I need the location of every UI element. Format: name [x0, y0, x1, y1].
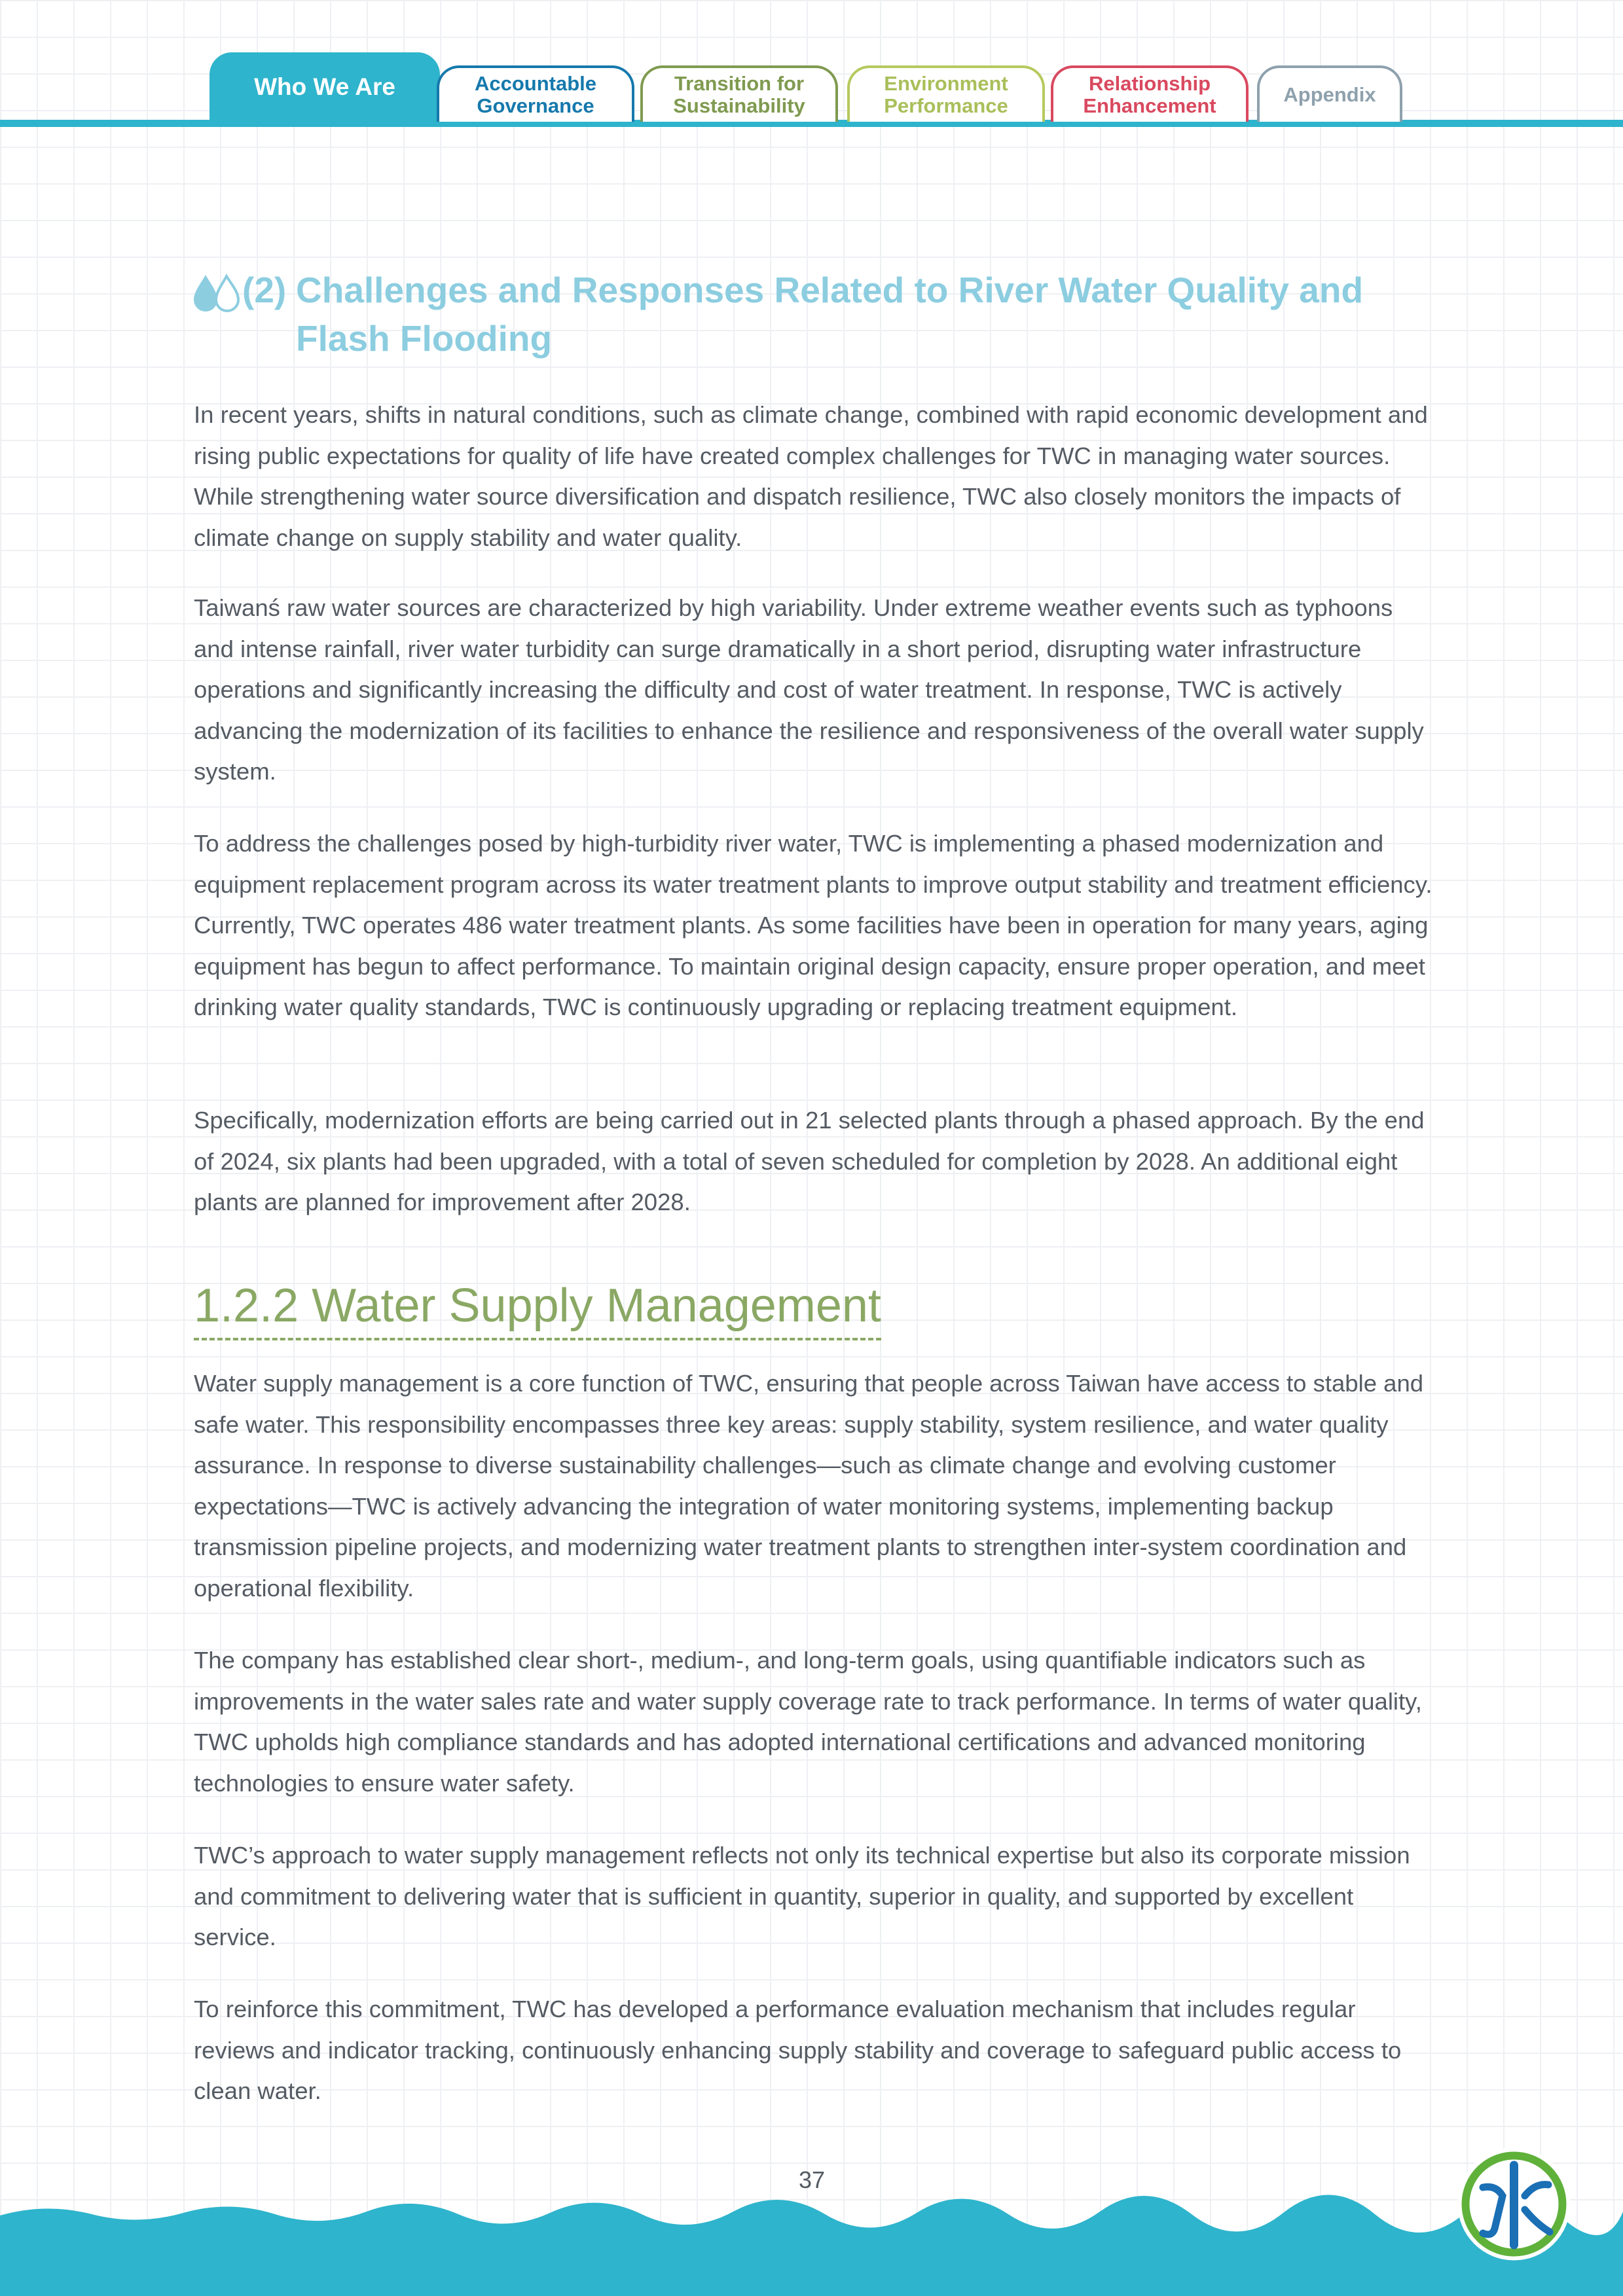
- body-paragraph: The company has established clear short-, medium-, and long-term goals, using quantifiable indicators such as improvements in the water sales rate and water supply coverage rate to track performance. In terms of water quality, TWC upholds high compliance standards and has adopted international certifications and advanced monitoring technologies to ensure water safety.: [194, 1647, 1422, 1797]
- subsection-number: (2): [242, 270, 287, 310]
- tab-transition-for-sustainability[interactable]: [640, 65, 838, 122]
- body-paragraph: Water supply management is a core function of TWC, ensuring that people across Taiwan have access to stable and safe water. This responsibility encompasses three key areas: supply stability, system resilience, and water quality assurance. In response to diverse sustainability challenges—such as climate change and evolving customer expectations—TWC is actively advancing the integration of water monitoring systems, implementing backup transmission pipeline projects, and modernizing water treatment plants to strengthen inter-system coordination and operational flexibility.: [194, 1370, 1424, 1602]
- tab-label-line2: Sustainability: [673, 94, 805, 117]
- body-paragraph: TWC’s approach to water supply management reflects not only its technical expertise but also its corporate mission and commitment to delivering water that is sufficient in quantity, superior in quality, and supported by excellent service.: [194, 1842, 1410, 1950]
- tab-label-line1: Transition for: [674, 72, 805, 95]
- water-drops-icon: [191, 271, 242, 317]
- body-paragraph: To reinforce this commitment, TWC has developed a performance evaluation mechanism that includes regular reviews and indicator tracking, continuously enhancing supply stability and coverage to safeguard public access to clean water.: [194, 1996, 1402, 2104]
- page-number: 37: [798, 2166, 826, 2193]
- twc-logo-icon: [1457, 2147, 1571, 2261]
- tab-appendix-label: Appendix: [1283, 83, 1376, 106]
- section-heading: 1.2.2 Water Supply Management: [194, 1276, 881, 1340]
- tab-label-line1: Relationship: [1088, 72, 1211, 95]
- tab-accountable-governance[interactable]: [437, 65, 634, 122]
- body-paragraph: In recent years, shifts in natural conditions, such as climate change, combined with rapid economic development and rising public expectations for quality of life have created complex challenges for TWC in managing water sources. While strengthening water source diversification and dispatch resilience, TWC also closely monitors the impacts of climate change on supply stability and water quality.: [194, 401, 1428, 551]
- tab-label-line1: Environment: [884, 72, 1008, 95]
- tab-relationship-enhancement[interactable]: [1051, 65, 1249, 122]
- body-paragraph: Specifically, modernization efforts are being carried out in 21 selected plants through a phased approach. By the end of 2024, six plants had been upgraded, with a total of seven scheduled for completion by 2028. An additional eight plants are planned for improvement after 2028.: [194, 1107, 1425, 1215]
- subsection-heading: [191, 266, 1435, 363]
- tab-label-line1: Accountable: [474, 72, 597, 95]
- tab-label-line2: Enhancement: [1083, 94, 1216, 117]
- tab-label-line2: Performance: [884, 94, 1008, 117]
- body-paragraph: Taiwanś raw water sources are characterized by high variability. Under extreme weather events such as typhoons and intense rainfall, river water turbidity can surge dramatically in a short period, disrupting water infrastructure operations and significantly increasing the difficulty and cost of water treatment. In response, TWC is actively advancing the modernization of its facilities to enhance the resilience and responsiveness of the overall water supply system.: [194, 594, 1424, 785]
- body-paragraph: To address the challenges posed by high-turbidity river water, TWC is implementing a phased modernization and equipment replacement program across its water treatment plants to improve output stability and treatment efficiency. Currently, TWC operates 486 water treatment plants. As some facilities have been in operation for many years, aging equipment has begun to affect performance. To maintain original design capacity, ensure proper operation, and meet drinking water quality standards, TWC is continuously upgrading or replacing treatment equipment.: [194, 830, 1432, 1020]
- footer-wave-decoration: [0, 2189, 1623, 2296]
- tab-who-we-are[interactable]: [210, 52, 440, 122]
- tab-environment-performance[interactable]: [847, 65, 1045, 122]
- tab-appendix[interactable]: [1257, 65, 1402, 122]
- subsection-title: Challenges and Responses Related to River Water Quality and Flash Flooding: [296, 270, 1364, 359]
- tab-who-we-are-label: Who We Are: [254, 73, 395, 100]
- section-tabs: [0, 0, 1623, 131]
- tab-label-line2: Governance: [477, 94, 594, 117]
